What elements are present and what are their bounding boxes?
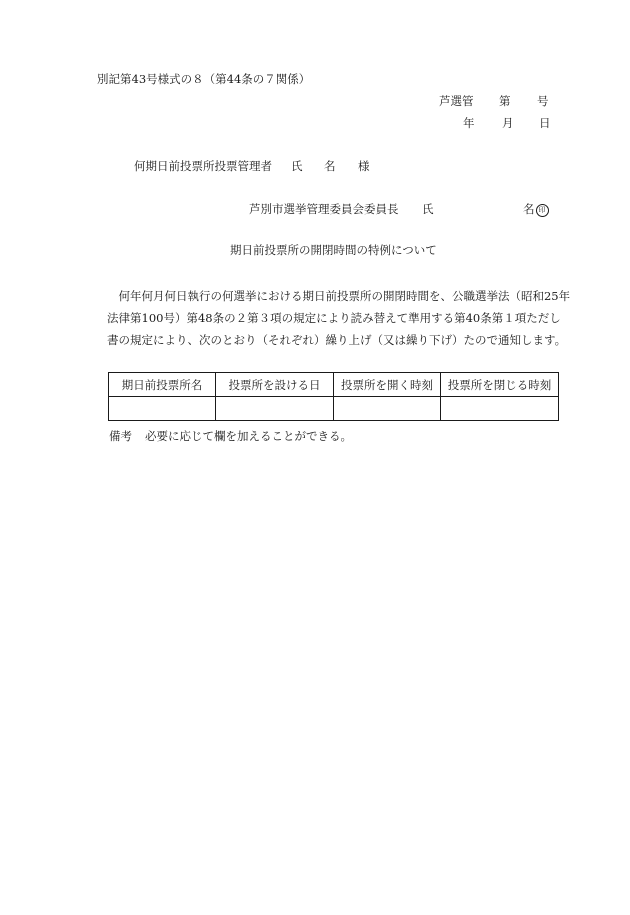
issue-date [463,115,551,131]
date-month: 月 [502,116,514,130]
sender [249,201,549,217]
polling-hours-table [108,372,559,421]
header-closing-time: 投票所を閉じる時刻 [441,373,559,397]
table-header-row [109,373,559,397]
addressee-title: 何期日前投票所投票管理者 [134,159,272,173]
addressee-honorific: 様 [358,159,370,173]
table-row [109,397,559,421]
sender-title: 芦別市選挙管理委員会委員長 [249,202,399,216]
addressee-mei: 名 [324,159,336,173]
seal-mark: 印 [536,204,549,217]
addressee-shi: 氏 [291,159,303,173]
sender-mei: 名 [523,202,535,216]
sender-name-with-seal [523,201,549,217]
date-year: 年 [463,116,475,130]
document-subject: 期日前投票所の開閉時間の特例について [230,243,437,257]
table-cell [334,397,441,421]
header-establish-date: 投票所を設ける日 [216,373,334,397]
form-identifier: 別記第43号様式の８（第44条の７関係） [97,72,311,86]
remarks-label: 備考 [109,429,132,443]
header-opening-time: 投票所を開く時刻 [334,373,441,397]
remarks [109,428,352,444]
header-polling-station-name: 期日前投票所名 [109,373,216,397]
reference-prefix: 芦選管 [439,94,474,108]
table-cell [216,397,334,421]
sender-shi: 氏 [422,202,434,216]
body-paragraph [107,285,572,351]
remarks-text: 必要に応じて欄を加えることができる。 [145,429,352,443]
reference-number [439,93,549,109]
reference-go: 号 [537,94,549,108]
table-cell [441,397,559,421]
body-text: 何年何月何日執行の何選挙における期日前投票所の開閉時間を、公職選挙法（昭和25年法律第100号）第48条の２第３項の規定により読み替えて準用する第40条第１項ただし書の規定により、次のとおり（それぞれ）繰り上げ（又は繰り下げ）たので通知します。 [107,289,571,347]
table-cell [109,397,216,421]
addressee [134,158,370,174]
date-day: 日 [539,116,551,130]
reference-dai: 第 [499,94,511,108]
